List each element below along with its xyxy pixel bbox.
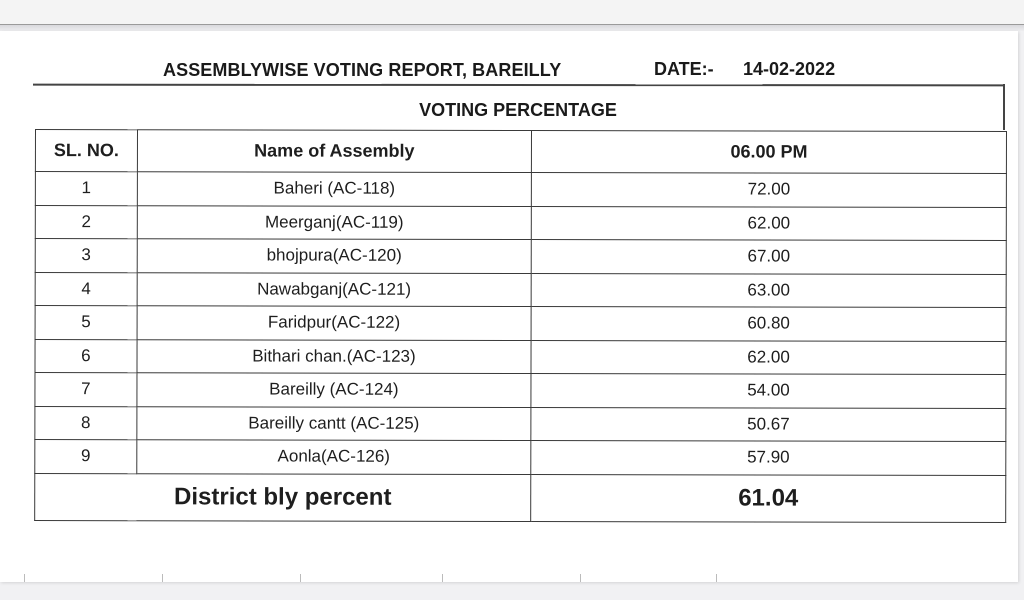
- cell-assembly-name: Bareilly (AC-124): [137, 373, 531, 407]
- cell-percentage: 50.67: [531, 407, 1006, 441]
- table-row: [35, 239, 1006, 275]
- cell-assembly-name: Bithari chan.(AC-123): [137, 339, 531, 373]
- cell-assembly-name: Aonla(AC-126): [137, 440, 531, 474]
- table-header-row: [35, 130, 1006, 174]
- cell-sl-no: 5: [35, 306, 137, 340]
- cell-percentage: 62.00: [531, 340, 1006, 374]
- cell-assembly-name: Nawabganj(AC-121): [137, 272, 531, 306]
- district-total-value: 61.04: [531, 474, 1006, 522]
- cell-percentage: 67.00: [531, 240, 1006, 274]
- cell-percentage: 54.00: [531, 374, 1006, 408]
- table-row: [35, 339, 1006, 375]
- table-row: [35, 272, 1006, 308]
- cell-sl-no: 7: [35, 373, 137, 407]
- district-total-row: [35, 473, 1006, 522]
- cell-sl-no: 3: [35, 239, 137, 273]
- cell-percentage: 57.90: [531, 441, 1006, 475]
- cell-assembly-name: Baheri (AC-118): [137, 172, 531, 206]
- table-row: [35, 205, 1006, 241]
- cell-sl-no: 9: [35, 440, 137, 474]
- cell-sl-no: 8: [35, 406, 137, 440]
- cell-percentage: 72.00: [531, 173, 1006, 207]
- cell-assembly-name: bhojpura(AC-120): [137, 239, 531, 273]
- cell-percentage: 60.80: [531, 307, 1006, 341]
- table-row: [35, 440, 1006, 476]
- cell-sl-no: 6: [35, 339, 137, 373]
- table-row: [35, 406, 1006, 442]
- header-time: 06.00 PM: [531, 131, 1006, 174]
- header-assembly-name: Name of Assembly: [137, 130, 531, 173]
- cell-sl-no: 4: [35, 272, 137, 306]
- table-row: [35, 306, 1006, 342]
- report-subtitle: VOTING PERCENTAGE: [419, 100, 617, 120]
- page-edge-mark: [716, 574, 717, 582]
- table-row: [35, 373, 1006, 409]
- cell-percentage: 62.00: [531, 206, 1006, 240]
- cell-sl-no: 1: [35, 172, 137, 206]
- report-date-label: DATE:-: [654, 59, 714, 79]
- report-date-value: 14-02-2022: [743, 59, 836, 79]
- cell-assembly-name: Faridpur(AC-122): [137, 306, 531, 340]
- district-total-label: District bly percent: [35, 473, 531, 521]
- report-title: ASSEMBLYWISE VOTING REPORT, BAREILLY: [163, 60, 562, 80]
- page-edge-mark: [442, 574, 443, 582]
- cell-assembly-name: Meerganj(AC-119): [137, 205, 531, 239]
- table-row: [35, 172, 1006, 208]
- viewer-top-bar: [0, 0, 1024, 25]
- page-edge-mark: [300, 574, 301, 582]
- cell-assembly-name: Bareilly cantt (AC-125): [137, 406, 531, 440]
- header-sl-no: SL. NO.: [35, 130, 137, 172]
- page-edge-mark: [162, 574, 163, 582]
- subtitle-right-border: [1003, 84, 1005, 130]
- cell-percentage: 63.00: [531, 273, 1006, 307]
- voting-percentage-table: [34, 129, 1007, 523]
- page-edge-mark: [24, 574, 25, 582]
- cell-sl-no: 2: [35, 205, 137, 239]
- page-edge-mark: [580, 574, 581, 582]
